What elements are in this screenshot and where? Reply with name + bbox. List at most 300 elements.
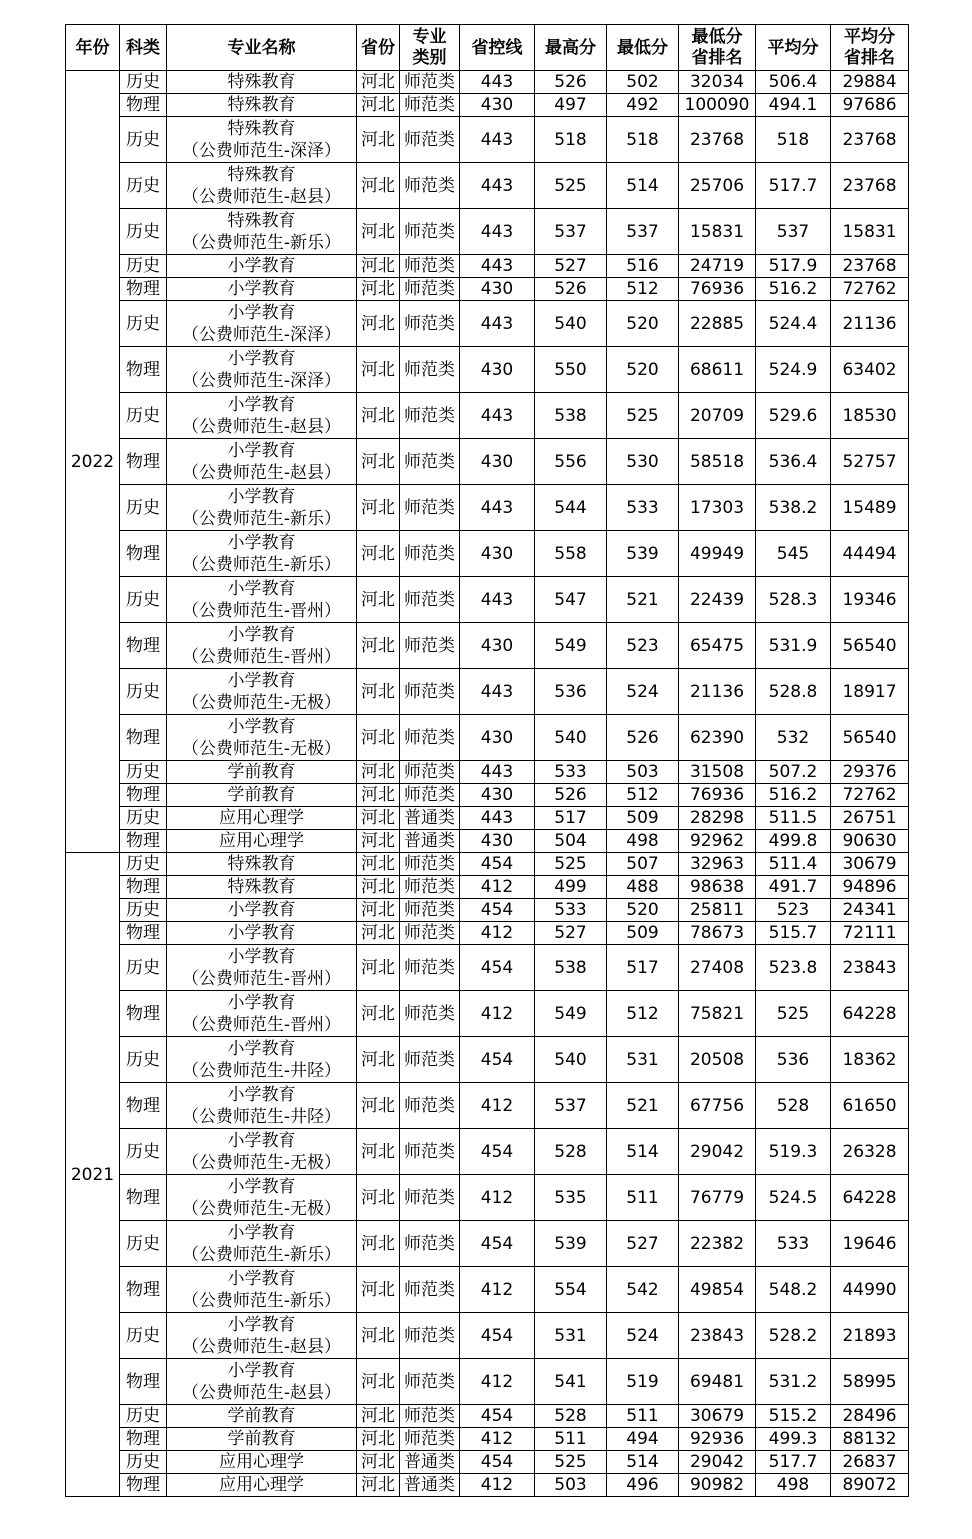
major-cell (167, 761, 357, 784)
avg-score-cell: 533 (756, 1221, 831, 1267)
control-line-cell: 430 (460, 439, 535, 485)
control-line-cell: 412 (460, 1175, 535, 1221)
table-row (66, 439, 909, 485)
subject-cell: 物理 (120, 1474, 167, 1497)
province-cell: 河北 (357, 531, 400, 577)
major-name: 小学教育 (227, 716, 296, 737)
major-name: 小学教育 (227, 1360, 296, 1381)
province-cell: 河北 (357, 1037, 400, 1083)
avg-score-cell: 517.7 (756, 163, 831, 209)
min-score-cell: 496 (607, 1474, 679, 1497)
major-cell (167, 255, 357, 278)
avg-rank-cell: 97686 (831, 94, 909, 117)
max-score-cell: 518 (535, 117, 607, 163)
major-cell (167, 807, 357, 830)
major-name: 小学教育 (227, 1084, 296, 1105)
min-rank-cell: 32963 (679, 853, 756, 876)
control-line-cell: 412 (460, 1428, 535, 1451)
major-note: （公费师范生-无极） (181, 692, 342, 713)
table-row (66, 715, 909, 761)
max-score-cell: 535 (535, 1175, 607, 1221)
category-cell: 师范类 (400, 278, 460, 301)
province-cell: 河北 (357, 830, 400, 853)
min-rank-cell: 17303 (679, 485, 756, 531)
major-name: 学前教育 (227, 785, 296, 805)
control-line-cell: 412 (460, 991, 535, 1037)
major-name: 特殊教育 (227, 877, 296, 897)
control-line-cell: 454 (460, 1405, 535, 1428)
subject-cell: 物理 (120, 94, 167, 117)
category-cell: 普通类 (400, 1451, 460, 1474)
subject-cell: 物理 (120, 278, 167, 301)
major-cell (167, 853, 357, 876)
major-note: （公费师范生-赵县） (181, 1336, 342, 1357)
control-line-cell: 412 (460, 876, 535, 899)
max-score-cell: 503 (535, 1474, 607, 1497)
province-cell: 河北 (357, 807, 400, 830)
min-rank-cell: 78673 (679, 922, 756, 945)
min-score-cell: 518 (607, 117, 679, 163)
major-note: （公费师范生-无极） (181, 1152, 342, 1173)
control-line-cell: 430 (460, 830, 535, 853)
min-rank-cell: 92962 (679, 830, 756, 853)
major-cell (167, 1129, 357, 1175)
min-score-cell: 520 (607, 347, 679, 393)
subject-cell: 历史 (120, 577, 167, 623)
category-cell: 师范类 (400, 784, 460, 807)
major-note: （公费师范生-赵县） (181, 1382, 342, 1403)
avg-rank-cell: 90630 (831, 830, 909, 853)
major-cell (167, 485, 357, 531)
max-score-cell: 558 (535, 531, 607, 577)
min-rank-cell: 32034 (679, 71, 756, 94)
max-score-cell: 497 (535, 94, 607, 117)
province-cell: 河北 (357, 347, 400, 393)
major-name: 小学教育 (227, 348, 296, 369)
major-name: 小学教育 (227, 394, 296, 415)
province-cell: 河北 (357, 278, 400, 301)
province-cell: 河北 (357, 1267, 400, 1313)
subject-cell: 历史 (120, 1129, 167, 1175)
major-note: （公费师范生-新乐） (181, 508, 342, 529)
major-name: 小学教育 (227, 624, 296, 645)
major-note: （公费师范生-晋州） (181, 1014, 342, 1035)
major-cell (167, 945, 357, 991)
min-score-cell: 531 (607, 1037, 679, 1083)
table-row (66, 922, 909, 945)
min-rank-cell: 75821 (679, 991, 756, 1037)
min-rank-cell: 49854 (679, 1267, 756, 1313)
table-row (66, 623, 909, 669)
avg-rank-cell: 19646 (831, 1221, 909, 1267)
avg-rank-cell: 44990 (831, 1267, 909, 1313)
control-line-cell: 443 (460, 209, 535, 255)
table-row (66, 255, 909, 278)
max-score-cell: 533 (535, 899, 607, 922)
subject-cell: 历史 (120, 1451, 167, 1474)
province-cell: 河北 (357, 301, 400, 347)
min-rank-cell: 25811 (679, 899, 756, 922)
admission-score-table (65, 24, 909, 1497)
header-control-line: 省控线 (460, 25, 535, 71)
min-score-cell: 527 (607, 1221, 679, 1267)
major-note: （公费师范生-深泽） (181, 370, 342, 391)
major-name: 小学教育 (227, 900, 296, 920)
major-name: 特殊教育 (227, 854, 296, 874)
table-row (66, 1083, 909, 1129)
min-score-cell: 516 (607, 255, 679, 278)
min-score-cell: 514 (607, 163, 679, 209)
major-cell (167, 899, 357, 922)
major-note: （公费师范生-无极） (181, 1198, 342, 1219)
max-score-cell: 536 (535, 669, 607, 715)
control-line-cell: 443 (460, 255, 535, 278)
header-category: 专业 类别 (400, 25, 460, 71)
province-cell: 河北 (357, 1083, 400, 1129)
province-cell: 河北 (357, 393, 400, 439)
major-name: 小学教育 (227, 992, 296, 1013)
max-score-cell: 526 (535, 784, 607, 807)
major-cell (167, 1037, 357, 1083)
category-cell: 师范类 (400, 531, 460, 577)
category-cell: 师范类 (400, 1267, 460, 1313)
control-line-cell: 412 (460, 1267, 535, 1313)
province-cell: 河北 (357, 761, 400, 784)
table-row (66, 485, 909, 531)
major-note: （公费师范生-井陉） (181, 1060, 342, 1081)
control-line-cell: 443 (460, 669, 535, 715)
avg-score-cell: 499.8 (756, 830, 831, 853)
avg-score-cell: 531.9 (756, 623, 831, 669)
year-cell: 2021 (66, 853, 120, 1497)
table-row (66, 1428, 909, 1451)
major-name: 小学教育 (227, 578, 296, 599)
avg-rank-cell: 64228 (831, 991, 909, 1037)
subject-cell: 物理 (120, 876, 167, 899)
control-line-cell: 412 (460, 1083, 535, 1129)
major-cell (167, 1267, 357, 1313)
major-cell (167, 623, 357, 669)
min-rank-cell: 49949 (679, 531, 756, 577)
avg-rank-cell: 63402 (831, 347, 909, 393)
subject-cell: 物理 (120, 623, 167, 669)
province-cell: 河北 (357, 853, 400, 876)
major-name: 小学教育 (227, 532, 296, 553)
category-cell: 师范类 (400, 876, 460, 899)
avg-rank-cell: 72111 (831, 922, 909, 945)
province-cell: 河北 (357, 1129, 400, 1175)
max-score-cell: 527 (535, 255, 607, 278)
major-note: （公费师范生-赵县） (181, 186, 342, 207)
province-cell: 河北 (357, 1359, 400, 1405)
major-cell (167, 1451, 357, 1474)
avg-score-cell: 524.5 (756, 1175, 831, 1221)
min-score-cell: 524 (607, 1313, 679, 1359)
avg-rank-cell: 23768 (831, 255, 909, 278)
min-score-cell: 512 (607, 278, 679, 301)
avg-score-cell: 523.8 (756, 945, 831, 991)
control-line-cell: 412 (460, 922, 535, 945)
subject-cell: 物理 (120, 991, 167, 1037)
max-score-cell: 533 (535, 761, 607, 784)
category-cell: 师范类 (400, 255, 460, 278)
min-rank-cell: 62390 (679, 715, 756, 761)
major-cell (167, 577, 357, 623)
min-score-cell: 511 (607, 1175, 679, 1221)
subject-cell: 物理 (120, 922, 167, 945)
major-name: 小学教育 (227, 279, 296, 299)
avg-score-cell: 536 (756, 1037, 831, 1083)
major-cell (167, 1359, 357, 1405)
min-score-cell: 542 (607, 1267, 679, 1313)
max-score-cell: 517 (535, 807, 607, 830)
min-rank-cell: 58518 (679, 439, 756, 485)
major-note: （公费师范生-晋州） (181, 600, 342, 621)
min-score-cell: 537 (607, 209, 679, 255)
min-score-cell: 502 (607, 71, 679, 94)
min-rank-cell: 22382 (679, 1221, 756, 1267)
subject-cell: 物理 (120, 1359, 167, 1405)
table-row (66, 1175, 909, 1221)
subject-cell: 物理 (120, 1428, 167, 1451)
province-cell: 河北 (357, 876, 400, 899)
header-subject: 科类 (120, 25, 167, 71)
control-line-cell: 454 (460, 1451, 535, 1474)
major-cell (167, 94, 357, 117)
category-cell: 师范类 (400, 853, 460, 876)
table-row (66, 853, 909, 876)
category-cell: 师范类 (400, 439, 460, 485)
major-cell (167, 876, 357, 899)
subject-cell: 物理 (120, 715, 167, 761)
subject-cell: 历史 (120, 761, 167, 784)
max-score-cell: 537 (535, 1083, 607, 1129)
major-name: 学前教育 (227, 762, 296, 782)
major-cell (167, 301, 357, 347)
category-cell: 师范类 (400, 922, 460, 945)
avg-rank-cell: 72762 (831, 278, 909, 301)
major-cell (167, 439, 357, 485)
major-cell (167, 393, 357, 439)
major-cell (167, 1175, 357, 1221)
category-cell: 师范类 (400, 991, 460, 1037)
major-name: 应用心理学 (219, 1475, 304, 1495)
max-score-cell: 525 (535, 853, 607, 876)
table-row (66, 71, 909, 94)
major-note: （公费师范生-井陉） (181, 1106, 342, 1127)
min-score-cell: 520 (607, 899, 679, 922)
control-line-cell: 443 (460, 71, 535, 94)
min-rank-cell: 29042 (679, 1129, 756, 1175)
subject-cell: 物理 (120, 531, 167, 577)
avg-rank-cell: 18917 (831, 669, 909, 715)
major-cell (167, 830, 357, 853)
avg-score-cell: 538.2 (756, 485, 831, 531)
max-score-cell: 540 (535, 301, 607, 347)
category-cell: 师范类 (400, 393, 460, 439)
control-line-cell: 443 (460, 117, 535, 163)
control-line-cell: 430 (460, 531, 535, 577)
province-cell: 河北 (357, 94, 400, 117)
min-score-cell: 503 (607, 761, 679, 784)
province-cell: 河北 (357, 899, 400, 922)
subject-cell: 历史 (120, 255, 167, 278)
category-cell: 师范类 (400, 1083, 460, 1129)
avg-score-cell: 524.4 (756, 301, 831, 347)
category-cell: 师范类 (400, 945, 460, 991)
major-name: 小学教育 (227, 946, 296, 967)
category-cell: 普通类 (400, 1474, 460, 1497)
avg-score-cell: 517.7 (756, 1451, 831, 1474)
avg-rank-cell: 24341 (831, 899, 909, 922)
avg-rank-cell: 88132 (831, 1428, 909, 1451)
major-cell (167, 347, 357, 393)
major-cell (167, 715, 357, 761)
avg-rank-cell: 29884 (831, 71, 909, 94)
subject-cell: 历史 (120, 1221, 167, 1267)
table-row (66, 94, 909, 117)
table-row (66, 899, 909, 922)
province-cell: 河北 (357, 1428, 400, 1451)
table-row (66, 1359, 909, 1405)
major-cell (167, 1313, 357, 1359)
max-score-cell: 527 (535, 922, 607, 945)
province-cell: 河北 (357, 163, 400, 209)
min-rank-cell: 68611 (679, 347, 756, 393)
min-rank-cell: 25706 (679, 163, 756, 209)
avg-rank-cell: 18362 (831, 1037, 909, 1083)
subject-cell: 历史 (120, 1405, 167, 1428)
header-min-rank: 最低分 省排名 (679, 25, 756, 71)
min-score-cell: 511 (607, 1405, 679, 1428)
max-score-cell: 531 (535, 1313, 607, 1359)
major-name: 应用心理学 (219, 1452, 304, 1472)
avg-rank-cell: 52757 (831, 439, 909, 485)
year-cell: 2022 (66, 71, 120, 853)
control-line-cell: 443 (460, 393, 535, 439)
province-cell: 河北 (357, 209, 400, 255)
category-cell: 师范类 (400, 1037, 460, 1083)
table-row (66, 1129, 909, 1175)
min-score-cell: 492 (607, 94, 679, 117)
control-line-cell: 430 (460, 784, 535, 807)
major-cell (167, 1405, 357, 1428)
table-row (66, 117, 909, 163)
min-rank-cell: 76779 (679, 1175, 756, 1221)
avg-score-cell: 529.6 (756, 393, 831, 439)
major-name: 小学教育 (227, 486, 296, 507)
major-cell (167, 117, 357, 163)
avg-rank-cell: 29376 (831, 761, 909, 784)
avg-score-cell: 545 (756, 531, 831, 577)
major-name: 小学教育 (227, 923, 296, 943)
subject-cell: 历史 (120, 1313, 167, 1359)
table-row (66, 577, 909, 623)
max-score-cell: 544 (535, 485, 607, 531)
major-name: 学前教育 (227, 1429, 296, 1449)
major-name: 小学教育 (227, 440, 296, 461)
avg-rank-cell: 58995 (831, 1359, 909, 1405)
control-line-cell: 454 (460, 853, 535, 876)
avg-rank-cell: 44494 (831, 531, 909, 577)
control-line-cell: 443 (460, 485, 535, 531)
category-cell: 师范类 (400, 485, 460, 531)
control-line-cell: 430 (460, 278, 535, 301)
subject-cell: 历史 (120, 669, 167, 715)
major-name: 特殊教育 (227, 72, 296, 92)
province-cell: 河北 (357, 1405, 400, 1428)
major-name: 小学教育 (227, 1130, 296, 1151)
min-rank-cell: 76936 (679, 278, 756, 301)
min-score-cell: 521 (607, 1083, 679, 1129)
min-score-cell: 494 (607, 1428, 679, 1451)
major-note: （公费师范生-晋州） (181, 968, 342, 989)
province-cell: 河北 (357, 1175, 400, 1221)
min-rank-cell: 100090 (679, 94, 756, 117)
max-score-cell: 538 (535, 393, 607, 439)
max-score-cell: 525 (535, 163, 607, 209)
category-cell: 师范类 (400, 1313, 460, 1359)
category-cell: 师范类 (400, 1175, 460, 1221)
major-name: 小学教育 (227, 256, 296, 276)
max-score-cell: 504 (535, 830, 607, 853)
max-score-cell: 549 (535, 991, 607, 1037)
table-row (66, 1405, 909, 1428)
table-row (66, 347, 909, 393)
category-cell: 师范类 (400, 1221, 460, 1267)
max-score-cell: 526 (535, 278, 607, 301)
subject-cell: 历史 (120, 117, 167, 163)
subject-cell: 历史 (120, 163, 167, 209)
min-rank-cell: 76936 (679, 784, 756, 807)
max-score-cell: 528 (535, 1129, 607, 1175)
min-score-cell: 539 (607, 531, 679, 577)
max-score-cell: 528 (535, 1405, 607, 1428)
table-row (66, 1221, 909, 1267)
min-rank-cell: 27408 (679, 945, 756, 991)
category-cell: 师范类 (400, 577, 460, 623)
control-line-cell: 443 (460, 761, 535, 784)
avg-rank-cell: 26751 (831, 807, 909, 830)
control-line-cell: 454 (460, 1313, 535, 1359)
table-row (66, 1451, 909, 1474)
avg-rank-cell: 26837 (831, 1451, 909, 1474)
category-cell: 师范类 (400, 1129, 460, 1175)
min-rank-cell: 30679 (679, 1405, 756, 1428)
province-cell: 河北 (357, 485, 400, 531)
max-score-cell: 550 (535, 347, 607, 393)
province-cell: 河北 (357, 1474, 400, 1497)
avg-rank-cell: 89072 (831, 1474, 909, 1497)
category-cell: 师范类 (400, 1405, 460, 1428)
control-line-cell: 454 (460, 945, 535, 991)
min-rank-cell: 23843 (679, 1313, 756, 1359)
category-cell: 师范类 (400, 899, 460, 922)
min-rank-cell: 28298 (679, 807, 756, 830)
avg-score-cell: 494.1 (756, 94, 831, 117)
subject-cell: 物理 (120, 347, 167, 393)
avg-score-cell: 499.3 (756, 1428, 831, 1451)
min-score-cell: 530 (607, 439, 679, 485)
avg-rank-cell: 15831 (831, 209, 909, 255)
category-cell: 师范类 (400, 669, 460, 715)
avg-score-cell: 518 (756, 117, 831, 163)
min-rank-cell: 20709 (679, 393, 756, 439)
major-cell (167, 209, 357, 255)
avg-score-cell: 511.5 (756, 807, 831, 830)
category-cell: 师范类 (400, 163, 460, 209)
subject-cell: 历史 (120, 209, 167, 255)
